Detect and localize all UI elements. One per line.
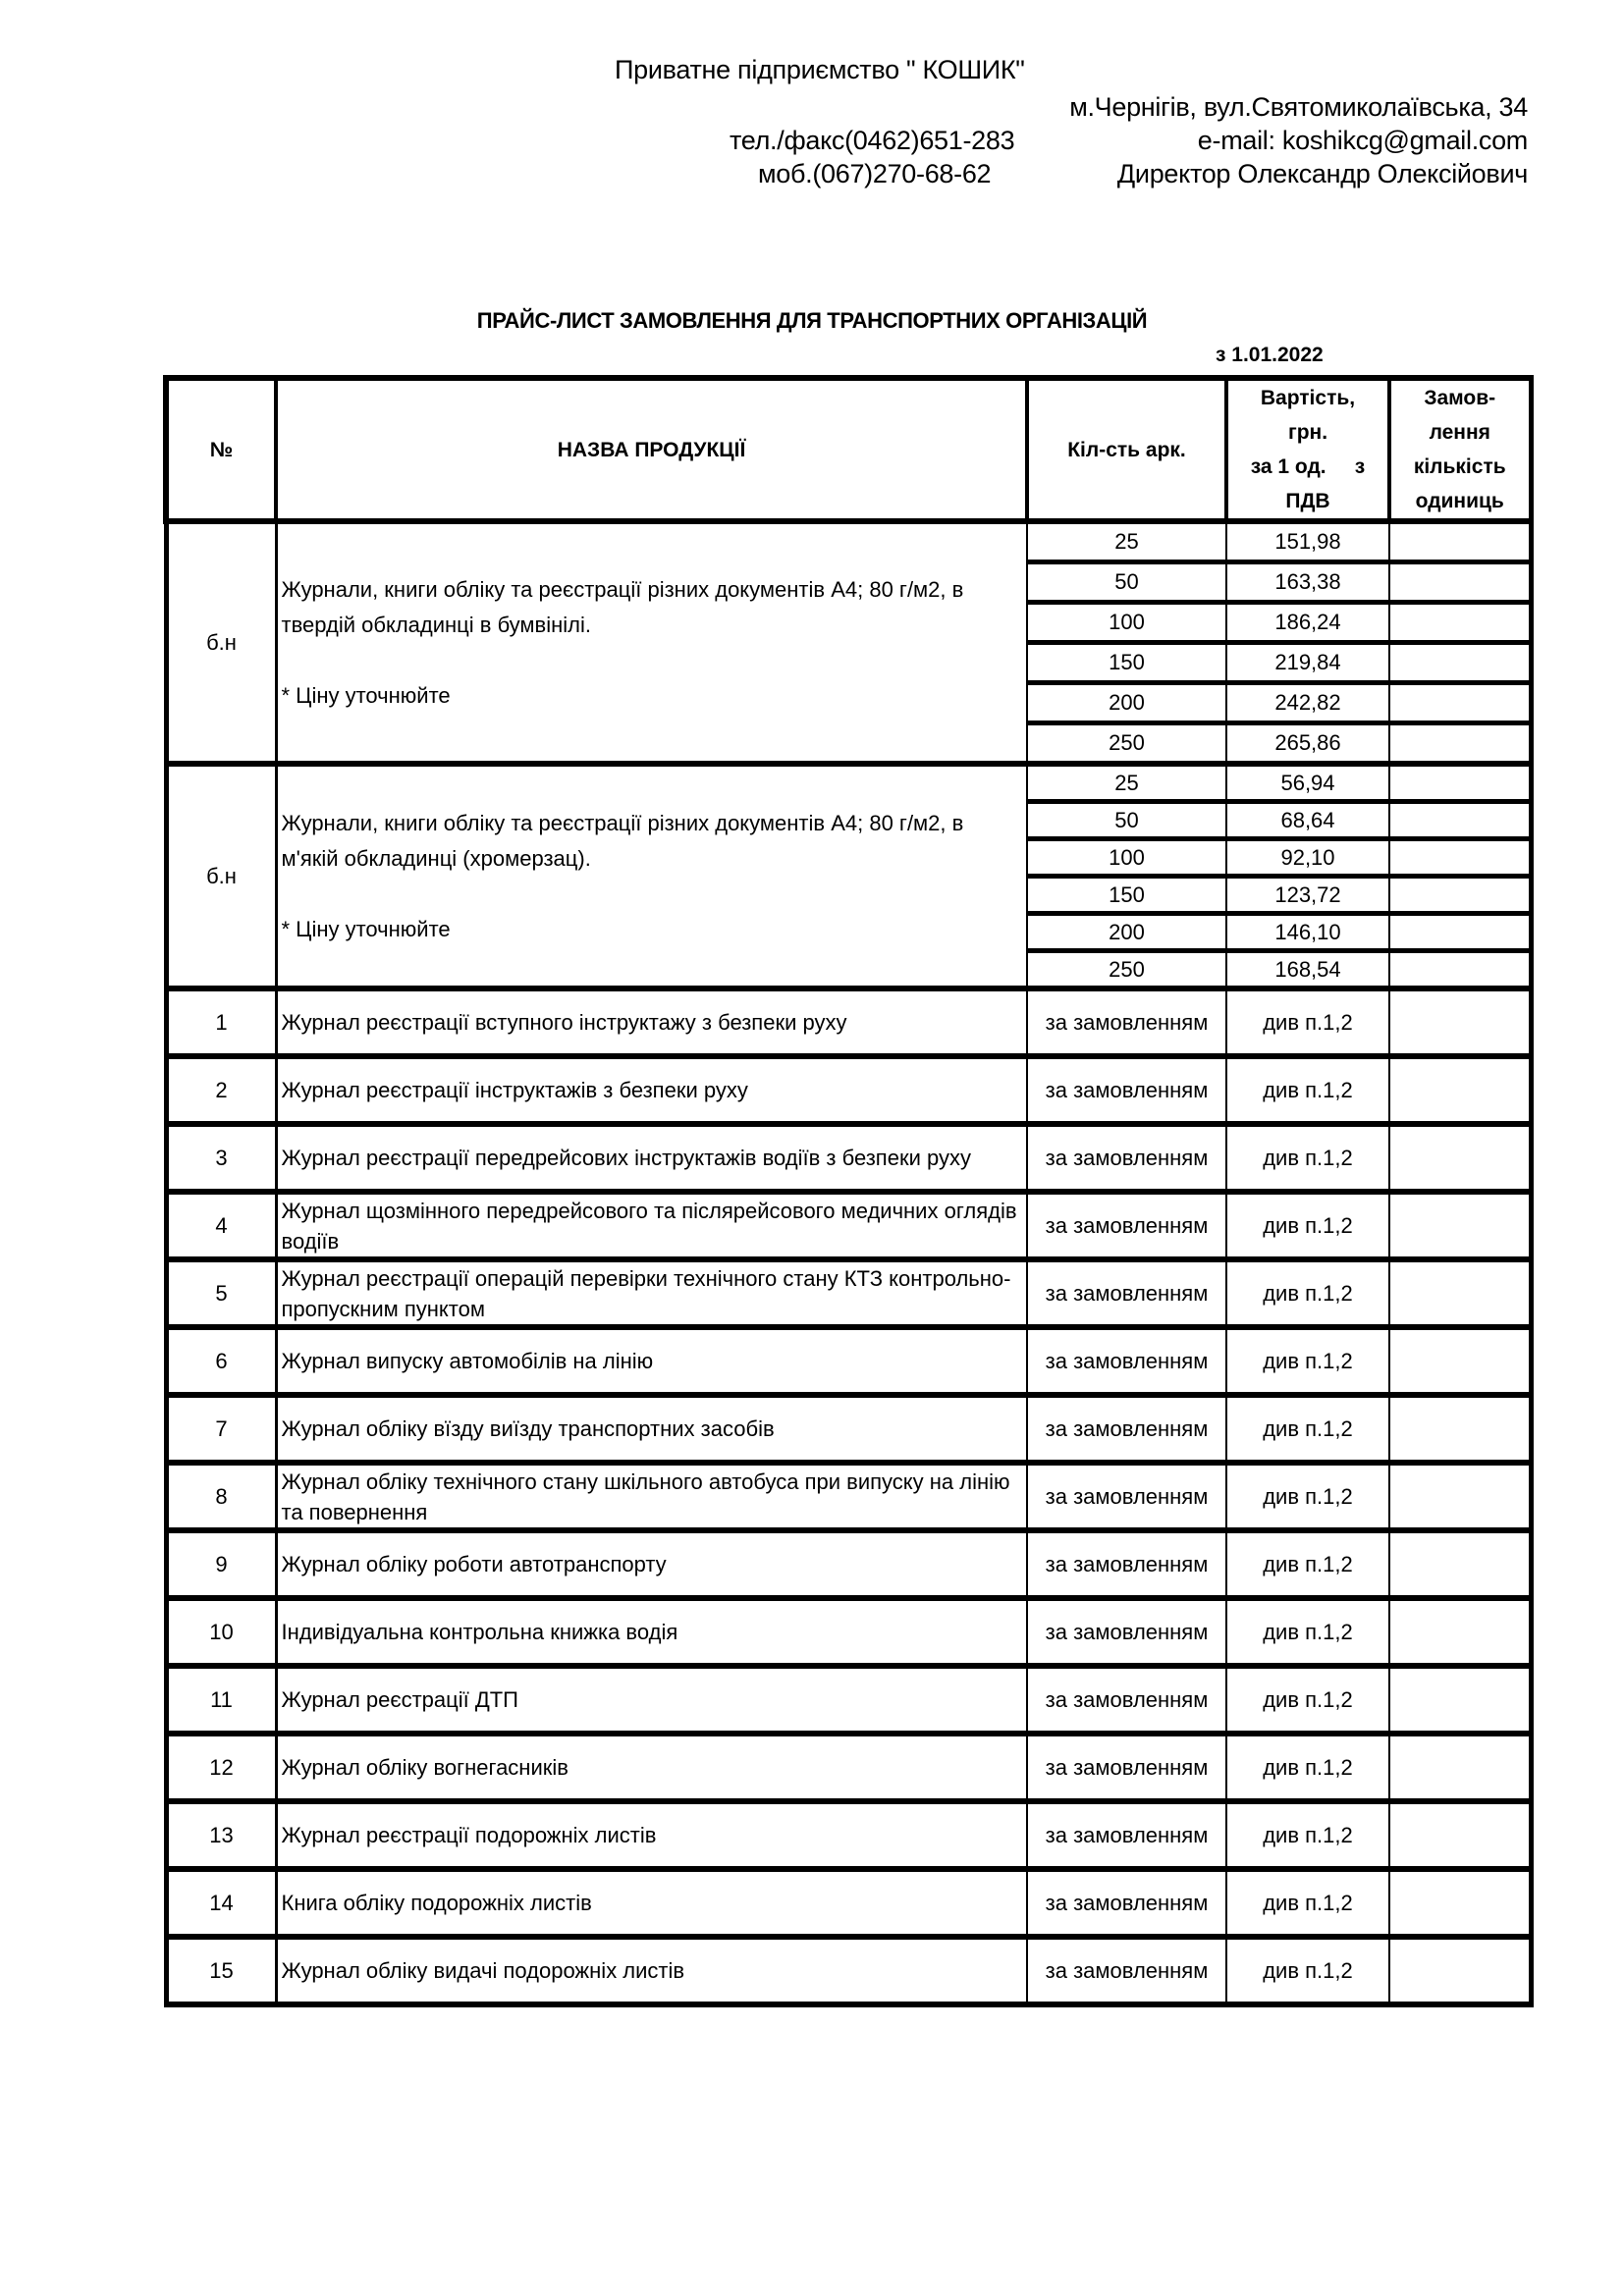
qty-cell: 50: [1027, 562, 1226, 603]
group-name-cell: [276, 521, 1027, 764]
table-row: [166, 1259, 1531, 1327]
order-quantity-input[interactable]: [1389, 1869, 1531, 1937]
order-quantity-input[interactable]: [1389, 839, 1531, 877]
order-quantity-input[interactable]: [1389, 802, 1531, 839]
item-qty: за замовленням: [1027, 1869, 1226, 1937]
item-price: див п.1,2: [1226, 1937, 1389, 2004]
company-address: м.Чернігів, вул.Святомиколаївська, 34: [1069, 92, 1528, 122]
item-num: 5: [166, 1259, 276, 1327]
table-row: [166, 1192, 1531, 1259]
qty-cell: 200: [1027, 914, 1226, 951]
order-quantity-input[interactable]: [1389, 764, 1531, 802]
qty-cell: 200: [1027, 683, 1226, 723]
order-quantity-input[interactable]: [1389, 914, 1531, 951]
item-num: 12: [166, 1734, 276, 1801]
item-num: 8: [166, 1463, 276, 1530]
qty-cell: 250: [1027, 951, 1226, 989]
group-name: Журнали, книги обліку та реєстрації різних документів А4; 80 г/м2, в м'якій обкладинці (хромерзац).: [281, 810, 964, 871]
qty-cell: 250: [1027, 723, 1226, 765]
price-header-line: ПДВ: [1285, 490, 1330, 512]
item-qty: за замовленням: [1027, 1937, 1226, 2004]
item-num: 4: [166, 1192, 276, 1259]
order-quantity-input[interactable]: [1389, 1734, 1531, 1801]
item-name: Журнал обліку роботи автотранспорту: [276, 1530, 1027, 1598]
price-header-line: за 1 од. з: [1250, 455, 1366, 478]
item-num: 14: [166, 1869, 276, 1937]
company-email: e-mail: koshikcg@gmail.com: [1197, 126, 1528, 155]
price-cell: 68,64: [1226, 802, 1389, 839]
column-header-price: [1226, 378, 1389, 521]
item-qty: за замовленням: [1027, 1327, 1226, 1395]
group-name: Журнали, книги обліку та реєстрації різних документів А4; 80 г/м2, в твердій обкладинці в бумвінілі.: [281, 576, 964, 637]
document-date: з 1.01.2022: [1216, 344, 1324, 366]
price-cell: 219,84: [1226, 643, 1389, 683]
table-row: [166, 1937, 1531, 2004]
qty-cell: 100: [1027, 839, 1226, 877]
column-header-order: [1389, 378, 1531, 521]
price-header-line: Вартість,: [1260, 387, 1356, 409]
price-header-line: грн.: [1287, 421, 1328, 444]
item-price: див п.1,2: [1226, 988, 1389, 1056]
group-name-cell: [276, 764, 1027, 988]
item-num: 3: [166, 1124, 276, 1192]
price-cell: 168,54: [1226, 951, 1389, 989]
qty-cell: 150: [1027, 643, 1226, 683]
table-row: [166, 1124, 1531, 1192]
order-quantity-input[interactable]: [1389, 1327, 1531, 1395]
item-num: 7: [166, 1395, 276, 1463]
item-num: 10: [166, 1598, 276, 1666]
order-quantity-input[interactable]: [1389, 1056, 1531, 1124]
qty-cell: 50: [1027, 802, 1226, 839]
item-price: див п.1,2: [1226, 1463, 1389, 1530]
item-num: 15: [166, 1937, 276, 2004]
table-header-row: [166, 378, 1531, 521]
item-price: див п.1,2: [1226, 1734, 1389, 1801]
company-director: Директор Олександр Олексійович: [1116, 159, 1528, 188]
item-name: Журнал реєстрації передрейсових інструктажів водіїв з безпеки руху: [276, 1124, 1027, 1192]
item-name: Журнал реєстрації подорожніх листів: [276, 1801, 1027, 1869]
item-name: Журнал щозмінного передрейсового та післярейсового медичних оглядів водіїв: [276, 1192, 1027, 1259]
item-qty: за замовленням: [1027, 1666, 1226, 1734]
item-name: Журнал реєстрації вступного інструктажу з безпеки руху: [276, 988, 1027, 1056]
table-row: [166, 1395, 1531, 1463]
table-row: [166, 1801, 1531, 1869]
group-num: б.н: [166, 521, 276, 764]
item-price: див п.1,2: [1226, 1259, 1389, 1327]
item-price: див п.1,2: [1226, 1395, 1389, 1463]
order-quantity-input[interactable]: [1389, 1666, 1531, 1734]
item-qty: за замовленням: [1027, 1192, 1226, 1259]
order-header-line: одиниць: [1415, 490, 1504, 512]
order-quantity-input[interactable]: [1389, 1124, 1531, 1192]
item-price: див п.1,2: [1226, 1598, 1389, 1666]
item-price: див п.1,2: [1226, 1327, 1389, 1395]
item-qty: за замовленням: [1027, 1124, 1226, 1192]
item-name: Журнал обліку вогнегасників: [276, 1734, 1027, 1801]
order-quantity-input[interactable]: [1389, 603, 1531, 643]
table-row: [166, 1869, 1531, 1937]
price-table: [163, 375, 1534, 2007]
price-cell: 151,98: [1226, 521, 1389, 562]
company-phone: тел./факс(0462)651-283: [730, 126, 1015, 155]
item-qty: за замовленням: [1027, 1463, 1226, 1530]
group-row: [166, 764, 1531, 802]
column-header-num: №: [166, 378, 276, 521]
group-num: б.н: [166, 764, 276, 988]
price-cell: 146,10: [1226, 914, 1389, 951]
table-row: [166, 1530, 1531, 1598]
column-header-qty: Кіл-сть арк.: [1027, 378, 1226, 521]
item-qty: за замовленням: [1027, 988, 1226, 1056]
item-price: див п.1,2: [1226, 1666, 1389, 1734]
qty-cell: 100: [1027, 603, 1226, 643]
price-cell: 186,24: [1226, 603, 1389, 643]
document-title: ПРАЙС-ЛИСТ ЗАМОВЛЕННЯ ДЛЯ ТРАНСПОРТНИХ ОРГАНІЗАЦІЙ: [476, 308, 1148, 333]
table-row: [166, 1056, 1531, 1124]
item-qty: за замовленням: [1027, 1530, 1226, 1598]
price-cell: 123,72: [1226, 877, 1389, 914]
item-qty: за замовленням: [1027, 1734, 1226, 1801]
item-name: Журнал обліку видачі подорожніх листів: [276, 1937, 1027, 2004]
company-mobile: моб.(067)270-68-62: [758, 159, 992, 188]
item-name: Журнал реєстрації інструктажів з безпеки руху: [276, 1056, 1027, 1124]
item-qty: за замовленням: [1027, 1598, 1226, 1666]
item-name: Журнал випуску автомобілів на лінію: [276, 1327, 1027, 1395]
order-quantity-input[interactable]: [1389, 562, 1531, 603]
item-qty: за замовленням: [1027, 1801, 1226, 1869]
order-quantity-input[interactable]: [1389, 521, 1531, 562]
table-row: [166, 1327, 1531, 1395]
order-quantity-input[interactable]: [1389, 723, 1531, 765]
item-qty: за замовленням: [1027, 1395, 1226, 1463]
item-price: див п.1,2: [1226, 1530, 1389, 1598]
order-header-line: кількість: [1413, 455, 1506, 478]
price-cell: 92,10: [1226, 839, 1389, 877]
order-quantity-input[interactable]: [1389, 1530, 1531, 1598]
item-price: див п.1,2: [1226, 1124, 1389, 1192]
item-price: див п.1,2: [1226, 1192, 1389, 1259]
order-quantity-input[interactable]: [1389, 683, 1531, 723]
order-quantity-input[interactable]: [1389, 988, 1531, 1056]
order-quantity-input[interactable]: [1389, 1192, 1531, 1259]
item-name: Книга обліку подорожніх листів: [276, 1869, 1027, 1937]
item-name: Журнал реєстрації ДТП: [276, 1666, 1027, 1734]
column-header-name: НАЗВА ПРОДУКЦІЇ: [276, 378, 1027, 521]
price-cell: 242,82: [1226, 683, 1389, 723]
order-quantity-input[interactable]: [1389, 1259, 1531, 1327]
group-note: * Ціну уточнюйте: [281, 682, 451, 708]
item-price: див п.1,2: [1226, 1801, 1389, 1869]
qty-cell: 25: [1027, 764, 1226, 802]
table-row: [166, 1463, 1531, 1530]
price-cell: 163,38: [1226, 562, 1389, 603]
order-quantity-input[interactable]: [1389, 1463, 1531, 1530]
item-num: 13: [166, 1801, 276, 1869]
item-name: Журнал обліку вїзду виїзду транспортних засобів: [276, 1395, 1027, 1463]
order-quantity-input[interactable]: [1389, 877, 1531, 914]
item-name: Індивідуальна контрольна книжка водія: [276, 1598, 1027, 1666]
group-note: * Ціну уточнюйте: [281, 916, 451, 941]
qty-cell: 25: [1027, 521, 1226, 562]
item-num: 11: [166, 1666, 276, 1734]
group-row: [166, 521, 1531, 562]
order-quantity-input[interactable]: [1389, 1598, 1531, 1666]
item-name: Журнал реєстрації операцій перевірки технічного стану КТЗ контрольно-пропускним пунктом: [276, 1259, 1027, 1327]
table-row: [166, 988, 1531, 1056]
order-quantity-input[interactable]: [1389, 951, 1531, 989]
order-header-line: Замов-: [1424, 387, 1496, 409]
item-num: 6: [166, 1327, 276, 1395]
item-price: див п.1,2: [1226, 1056, 1389, 1124]
order-quantity-input[interactable]: [1389, 1395, 1531, 1463]
table-row: [166, 1598, 1531, 1666]
order-quantity-input[interactable]: [1389, 1937, 1531, 2004]
order-quantity-input[interactable]: [1389, 643, 1531, 683]
item-qty: за замовленням: [1027, 1259, 1226, 1327]
item-num: 9: [166, 1530, 276, 1598]
qty-cell: 150: [1027, 877, 1226, 914]
order-header-line: лення: [1429, 421, 1490, 444]
order-quantity-input[interactable]: [1389, 1801, 1531, 1869]
company-name: Приватне підприємство " КОШИК": [615, 55, 1025, 84]
item-qty: за замовленням: [1027, 1056, 1226, 1124]
price-cell: 265,86: [1226, 723, 1389, 765]
table-row: [166, 1734, 1531, 1801]
item-num: 1: [166, 988, 276, 1056]
item-name: Журнал обліку технічного стану шкільного автобуса при випуску на лінію та повернення: [276, 1463, 1027, 1530]
item-num: 2: [166, 1056, 276, 1124]
table-row: [166, 1666, 1531, 1734]
price-cell: 56,94: [1226, 764, 1389, 802]
item-price: див п.1,2: [1226, 1869, 1389, 1937]
